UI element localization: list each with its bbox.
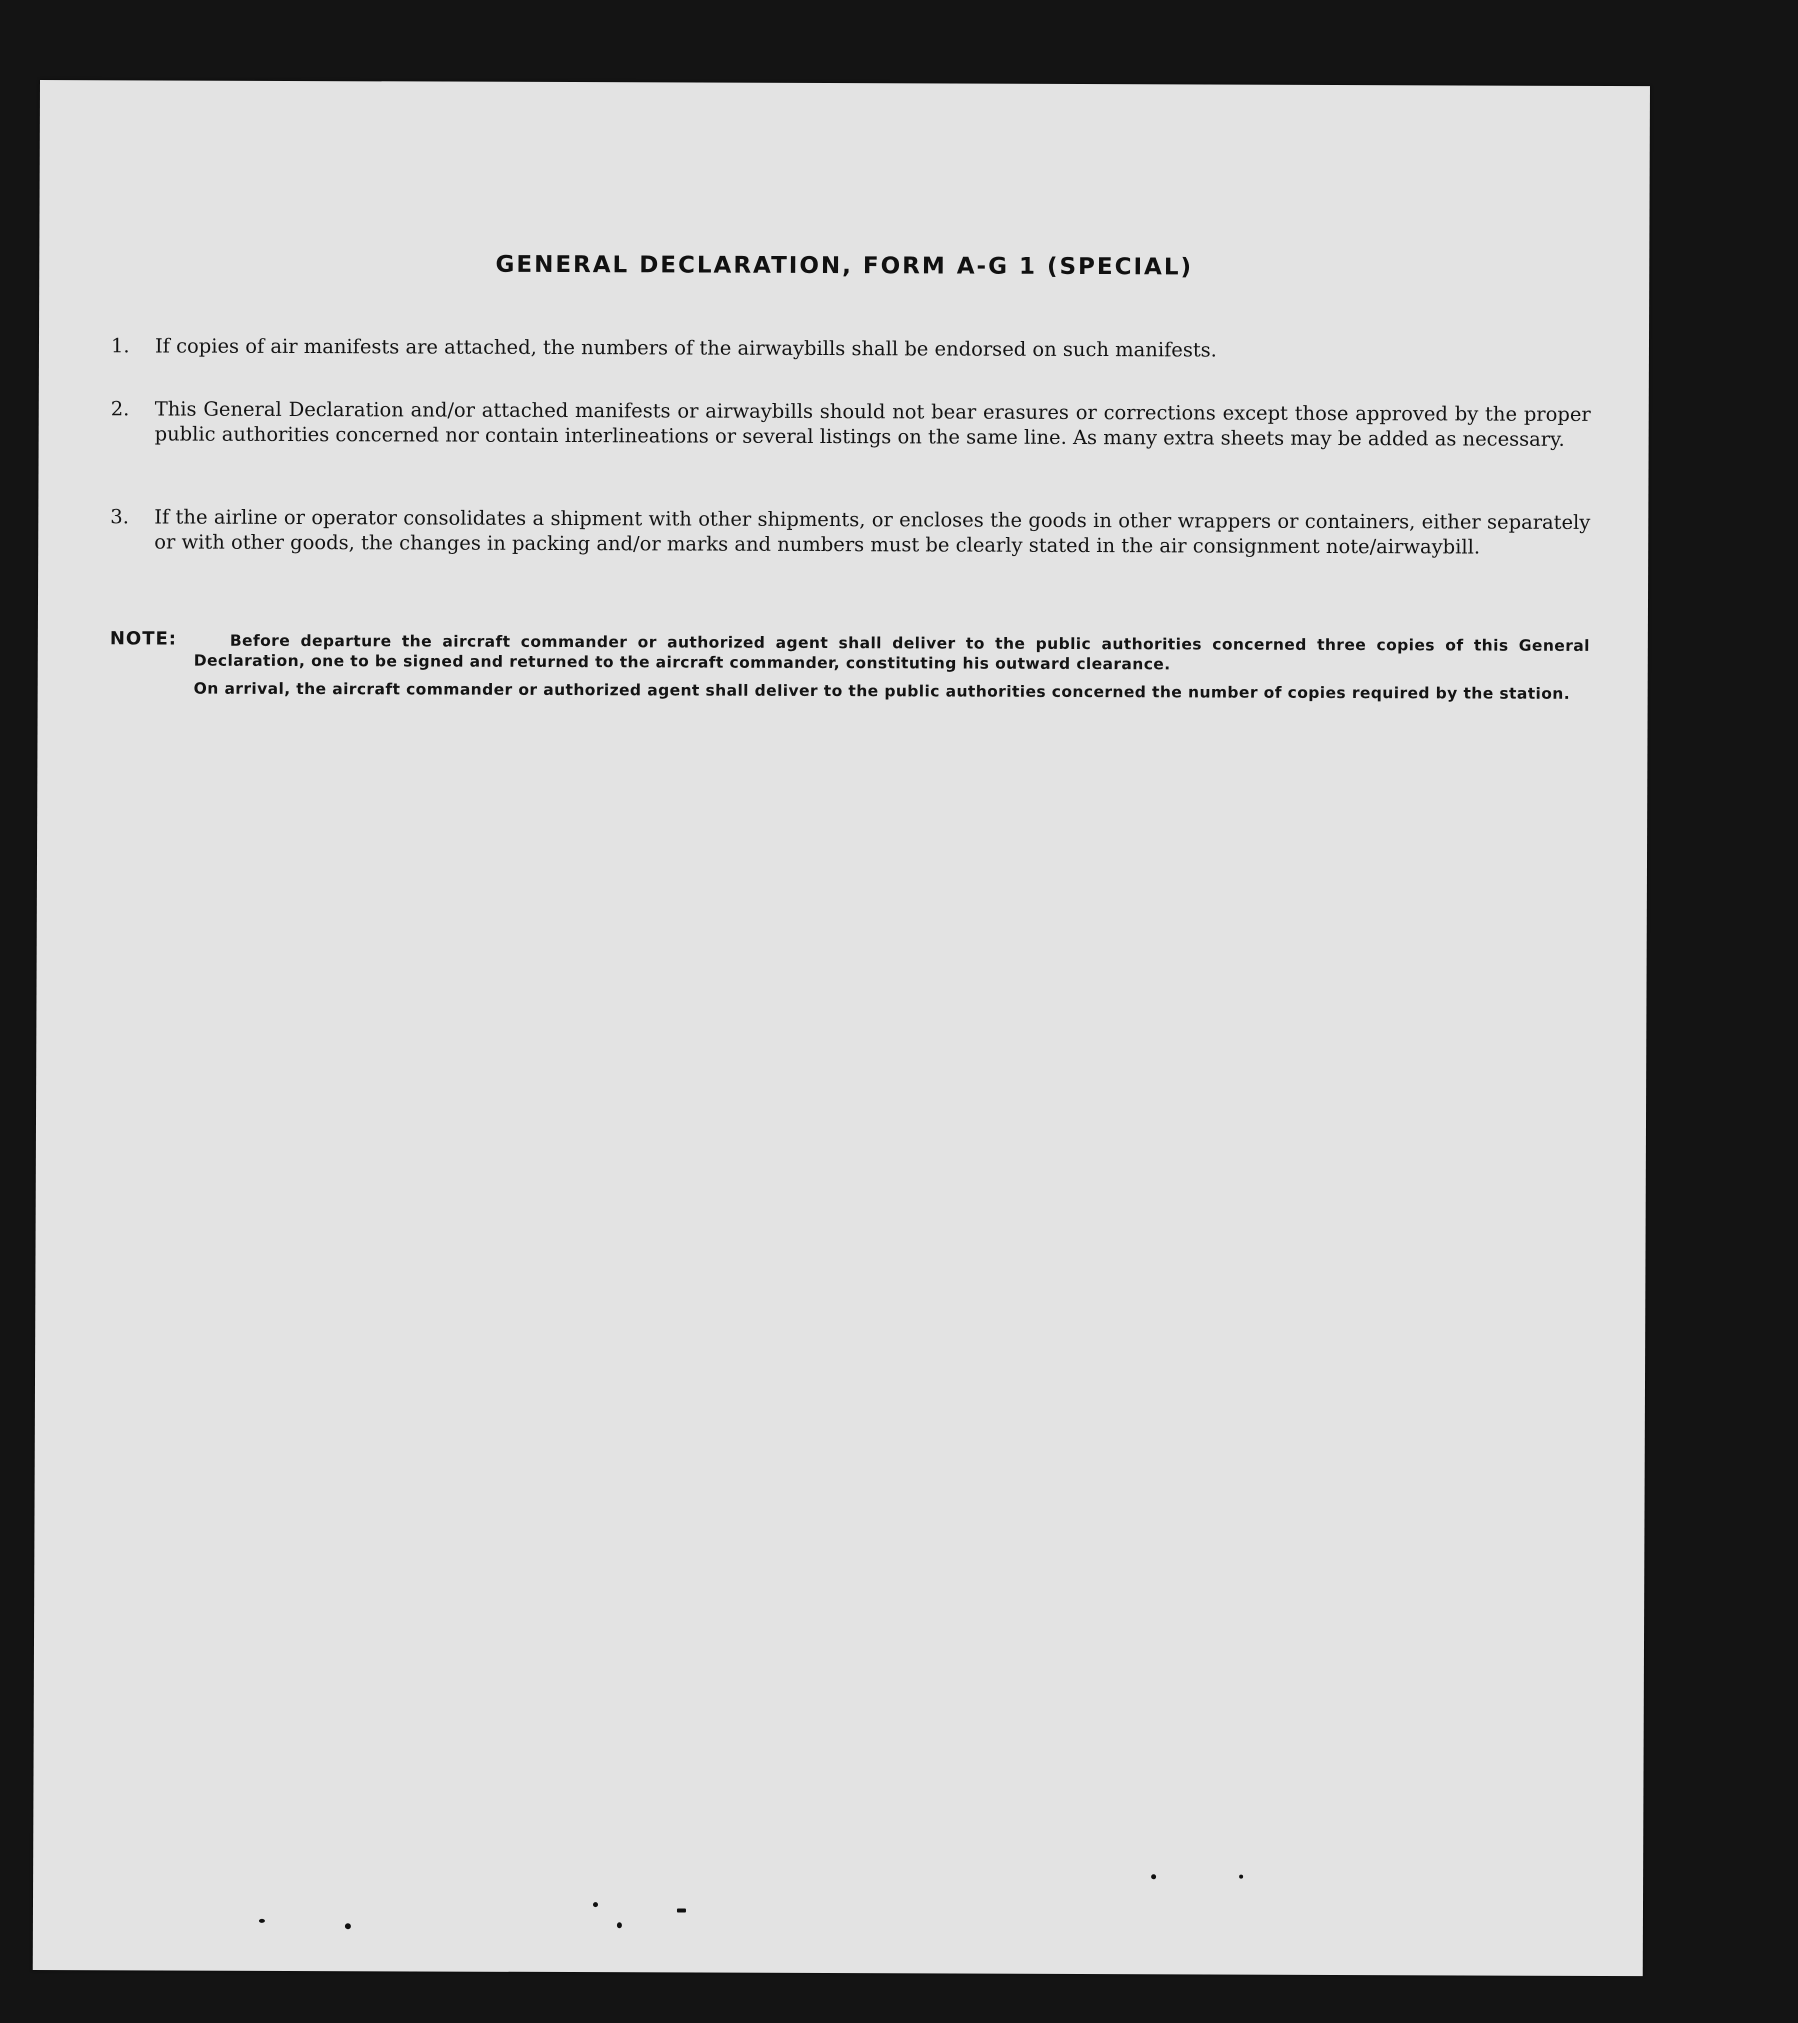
page-title: GENERAL DECLARATION, FORM A-G 1 (SPECIAL) (495, 251, 1194, 281)
list-item (110, 504, 1590, 560)
scan-speck (617, 1922, 622, 1928)
scan-speck (1239, 1875, 1243, 1879)
item-text: This General Declaration and/or attached manifests or airwaybills should not bear erasures or corrections except those approved by the proper public authorities concerned nor contain interlineations or several listings on the same line. As many extra sheets may be added as necessary. (154, 397, 1591, 451)
scan-speck (677, 1908, 686, 1912)
note-paragraph-arrival: On arrival, the aircraft commander or authorized agent shall deliver to the public authorities concerned the number of copies required by the station. (193, 679, 1571, 703)
item-text: If the airline or operator consolidates a shipment with other shipments, or encloses the goods in other wrappers or containers, either separately or with other goods, the changes in packing and/or marks and numbers must be clearly stated in the air consignment note/airwaybill. (154, 505, 1591, 559)
scan-speck (593, 1902, 598, 1907)
item-number: 2. (110, 397, 130, 421)
scan-speck (259, 1919, 265, 1923)
list-item (111, 333, 1591, 364)
item-text: If copies of air manifests are attached, the numbers of the airwaybills shall be endorsed on such manifests. (154, 334, 1217, 362)
note-label: NOTE: (109, 628, 178, 650)
scan-speck (345, 1923, 351, 1929)
note-section (109, 628, 1590, 703)
list-item (111, 396, 1591, 452)
item-number: 1. (110, 334, 130, 358)
item-number: 3. (110, 505, 129, 529)
note-paragraph-departure: Before departure the aircraft commander or authorized agent shall deliver to the public authorities concerned three copies of this General Declaration, one to be signed and returned to the aircraft commander, constituting his outward clearance. (193, 631, 1590, 674)
document-page (33, 80, 1650, 1976)
scan-speck (1151, 1874, 1156, 1879)
